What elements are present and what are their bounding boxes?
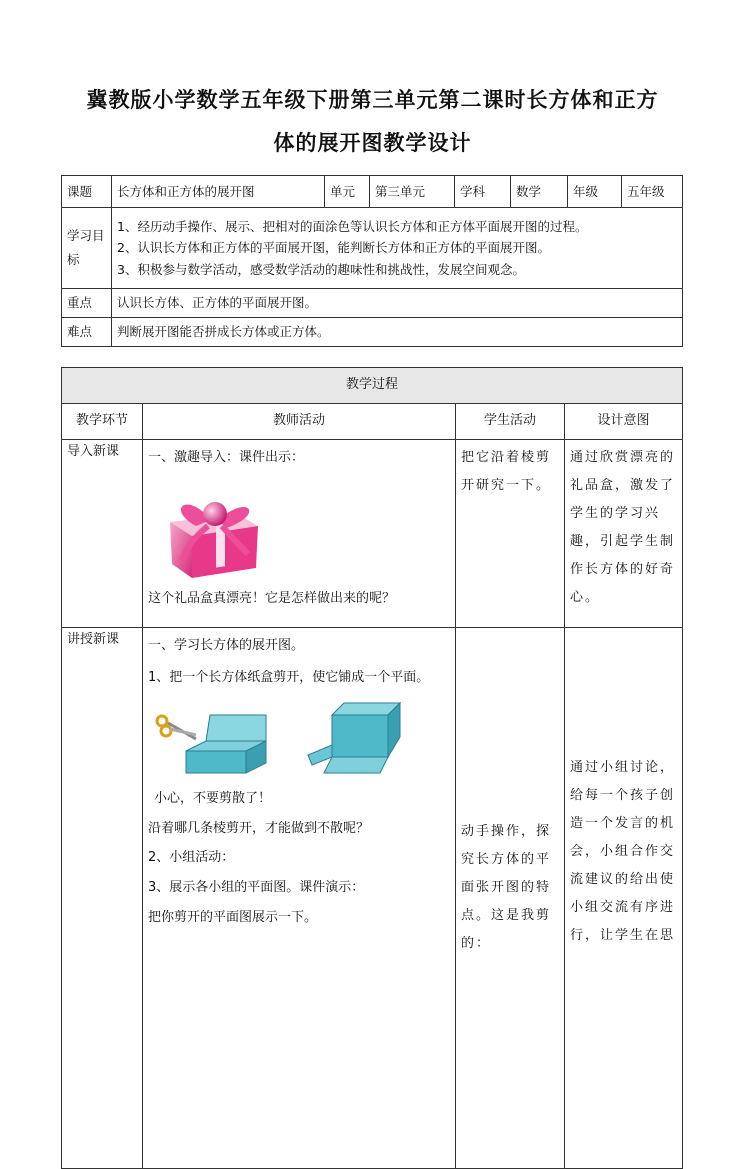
teaching-process-table <box>61 367 683 1169</box>
teach-teacher-line: 把你剪开的平面图展示一下。 <box>148 909 318 925</box>
difficulty-label: 难点 <box>62 318 112 347</box>
goals-label: 学习目标 <box>62 208 112 289</box>
cut-box-images <box>154 695 450 775</box>
teach-intent-text: 通过小组讨论，给每一个孩子创造一个发言的机会，小组合作交流建议的给出使小组交流有序进行，让学生在思 <box>570 760 676 943</box>
grade-value: 五年级 <box>622 176 683 208</box>
goal-item: 1、经历动手操作、展示、把相对的面涂色等认识长方体和正方体平面展开图的过程。 <box>117 218 588 234</box>
page-title-line1: 冀教版小学数学五年级下册第三单元第二课时长方体和正方 <box>86 88 659 112</box>
difficulty-value: 判断展开图能否拼成长方体或正方体。 <box>112 318 683 347</box>
gift-box-image <box>156 480 450 585</box>
unit-value: 第三单元 <box>370 176 455 208</box>
goal-item: 2、认识长方体和正方体的平面展开图，能判断长方体和正方体的平面展开图。 <box>117 240 550 256</box>
teach-student <box>456 628 565 1169</box>
subject-label: 学科 <box>455 176 511 208</box>
teach-stage: 讲授新课 <box>62 628 143 1169</box>
process-header: 教学过程 <box>62 368 683 404</box>
topic-value: 长方体和正方体的展开图 <box>112 176 325 208</box>
intro-teacher-caption: 这个礼品盒真漂亮！它是怎样做出来的呢？ <box>148 590 396 606</box>
teach-student-text: 动手操作，探究长方体的平面张开图的特点。这是我剪的： <box>461 824 552 951</box>
teach-teacher-cell <box>143 628 456 1169</box>
unfolding-box-image <box>304 695 404 775</box>
goal-item: 3、积极参与数学活动，感受数学活动的趣味性和挑战性，发展空间观念。 <box>117 261 525 277</box>
key-value: 认识长方体、正方体的平面展开图。 <box>112 289 683 318</box>
intro-stage: 导入新课 <box>62 440 143 628</box>
topic-label: 课题 <box>62 176 112 208</box>
intro-teacher-cell <box>143 440 456 628</box>
teach-teacher-line: 一、学习长方体的展开图。 <box>148 638 305 653</box>
teach-intent <box>565 628 683 1169</box>
goals-cell <box>112 208 683 289</box>
lesson-info-table <box>61 175 683 347</box>
subject-value: 数学 <box>511 176 568 208</box>
col-teacher-header: 教师活动 <box>143 404 456 440</box>
intro-student: 把它沿着棱剪开研究一下。 <box>456 440 565 628</box>
page-title-line2: 体的展开图教学设计 <box>273 131 472 155</box>
intro-intent: 通过欣赏漂亮的礼品盒，激发了学生的学习兴趣，引起学生制作长方体的好奇心。 <box>565 440 683 628</box>
teach-teacher-line: 2、小组活动： <box>148 850 235 866</box>
teach-teacher-line: 3、展示各小组的平面图。课件演示： <box>148 879 365 895</box>
intro-teacher-text: 一、激趣导入：课件出示： <box>148 450 305 465</box>
col-stage-header: 教学环节 <box>62 404 143 440</box>
teach-teacher-line: 沿着哪几条棱剪开，才能做到不散呢？ <box>148 820 370 836</box>
grade-label: 年级 <box>568 176 622 208</box>
teach-teacher-line: 1、把一个长方体纸盒剪开，使它铺成一个平面。 <box>148 669 430 685</box>
col-intent-header: 设计意图 <box>565 404 683 440</box>
scissors-box-image <box>154 695 274 775</box>
teach-teacher-line: 小心，不要剪散了！ <box>154 791 272 807</box>
col-student-header: 学生活动 <box>456 404 565 440</box>
unit-label: 单元 <box>325 176 370 208</box>
key-label: 重点 <box>62 289 112 318</box>
